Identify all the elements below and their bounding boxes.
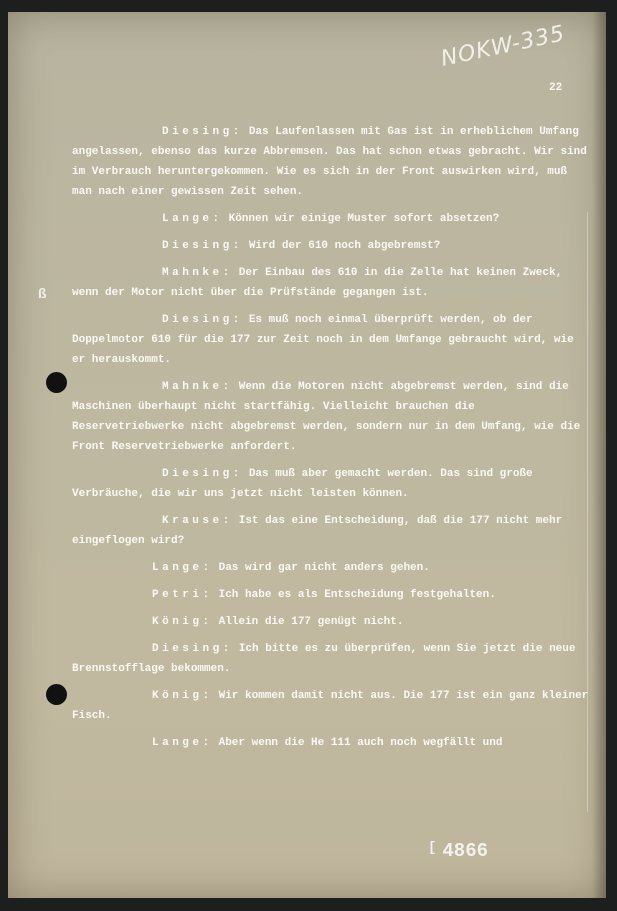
archive-stamp: NOKW-335 bbox=[438, 21, 568, 72]
paragraph-text: Es muß noch einmal überprüft werden, ob der Doppelmotor 610 für die 177 zur Zeit noch in dem Umfange gebraucht wird, wie er herauskommt. bbox=[72, 314, 574, 366]
transcript-paragraph bbox=[72, 209, 592, 229]
paragraph-text: Allein die 177 genügt nicht. bbox=[218, 616, 404, 628]
paragraph-text: Ich habe es als Entscheidung festgehalten. bbox=[218, 589, 496, 601]
paragraph-text: Ist das eine Entscheidung, daß die 177 nicht mehr eingeflogen wird? bbox=[72, 515, 563, 547]
speaker-name: Krause: bbox=[162, 515, 233, 527]
paragraph-text: Das wird gar nicht anders gehen. bbox=[218, 562, 430, 574]
paragraph-text: Das Laufenlassen mit Gas ist in erheblichem Umfang angelassen, ebenso das kurze Abbremsen. Das hat schon etwas gebracht. Wir sind im Verbrauch heruntergekommen. Wie es sich in der Front auswirken wird, muß man nach einer gewissen Zeit sehen. bbox=[72, 126, 587, 198]
paragraph-text: Ich bitte es zu überprüfen, wenn Sie jetzt die neue Brennstofflage bekommen. bbox=[72, 643, 576, 675]
speaker-name: Diesing: bbox=[162, 314, 243, 326]
footer-bracket: [ bbox=[428, 840, 437, 856]
speaker-name: Mahnke: bbox=[162, 267, 233, 279]
transcript-paragraph bbox=[72, 236, 592, 256]
footer-number-text: 4866 bbox=[442, 840, 489, 862]
paragraph-text: Wird der 610 noch abgebremst? bbox=[248, 240, 441, 252]
paragraph-text: Der Einbau des 610 in die Zelle hat keinen Zweck, wenn der Motor nicht über die Prüfstände gegangen ist. bbox=[72, 267, 563, 299]
speaker-name: König: bbox=[152, 690, 213, 702]
document-page bbox=[8, 12, 606, 898]
document-number bbox=[428, 840, 488, 862]
transcript-paragraph bbox=[72, 263, 592, 303]
paragraph-text: Wenn die Motoren nicht abgebremst werden, sind die Maschinen überhaupt nicht startfähig. Vielleicht brauchen die Reservetriebwerke nicht abgebremst werden, sondern nur in dem Umfang, wie die Front Reservetriebwerke anfordert. bbox=[72, 381, 581, 453]
speaker-name: Diesing: bbox=[162, 468, 243, 480]
transcript-paragraph bbox=[72, 686, 592, 726]
transcript-paragraph bbox=[72, 558, 592, 578]
speaker-name: Petri: bbox=[152, 589, 213, 601]
paragraph-text: Wir kommen damit nicht aus. Die 177 ist ein ganz kleiner Fisch. bbox=[72, 690, 589, 722]
transcript-paragraph bbox=[72, 310, 592, 370]
page-number: 22 bbox=[549, 82, 563, 94]
speaker-name: Diesing: bbox=[162, 126, 243, 138]
transcript-paragraph bbox=[72, 612, 592, 632]
speaker-name: Mahnke: bbox=[162, 381, 233, 393]
speaker-name: Diesing: bbox=[152, 643, 233, 655]
speaker-name: König: bbox=[152, 616, 213, 628]
speaker-name: Lange: bbox=[152, 562, 213, 574]
speaker-name: Lange: bbox=[152, 737, 213, 749]
transcript-paragraph bbox=[72, 639, 592, 679]
transcript-paragraph bbox=[72, 733, 592, 753]
transcript-paragraph bbox=[72, 464, 592, 504]
speaker-name: Diesing: bbox=[162, 240, 243, 252]
paragraph-text: Das muß aber gemacht werden. Das sind große Verbräuche, die wir uns jetzt nicht leisten können. bbox=[72, 468, 533, 500]
punch-hole-bottom bbox=[46, 684, 67, 705]
paragraph-text: Können wir einige Muster sofort absetzen? bbox=[228, 213, 500, 225]
transcript-paragraph bbox=[72, 585, 592, 605]
transcript-paragraph bbox=[72, 377, 592, 457]
page-edge-shadow bbox=[592, 12, 606, 898]
margin-mark: ß bbox=[38, 285, 47, 301]
transcript-body bbox=[72, 122, 592, 760]
transcript-paragraph bbox=[72, 511, 592, 551]
speaker-name: Lange: bbox=[162, 213, 223, 225]
punch-hole-top bbox=[46, 372, 67, 393]
paragraph-text: Aber wenn die He 111 auch noch wegfällt und bbox=[218, 737, 503, 749]
transcript-paragraph bbox=[72, 122, 592, 202]
